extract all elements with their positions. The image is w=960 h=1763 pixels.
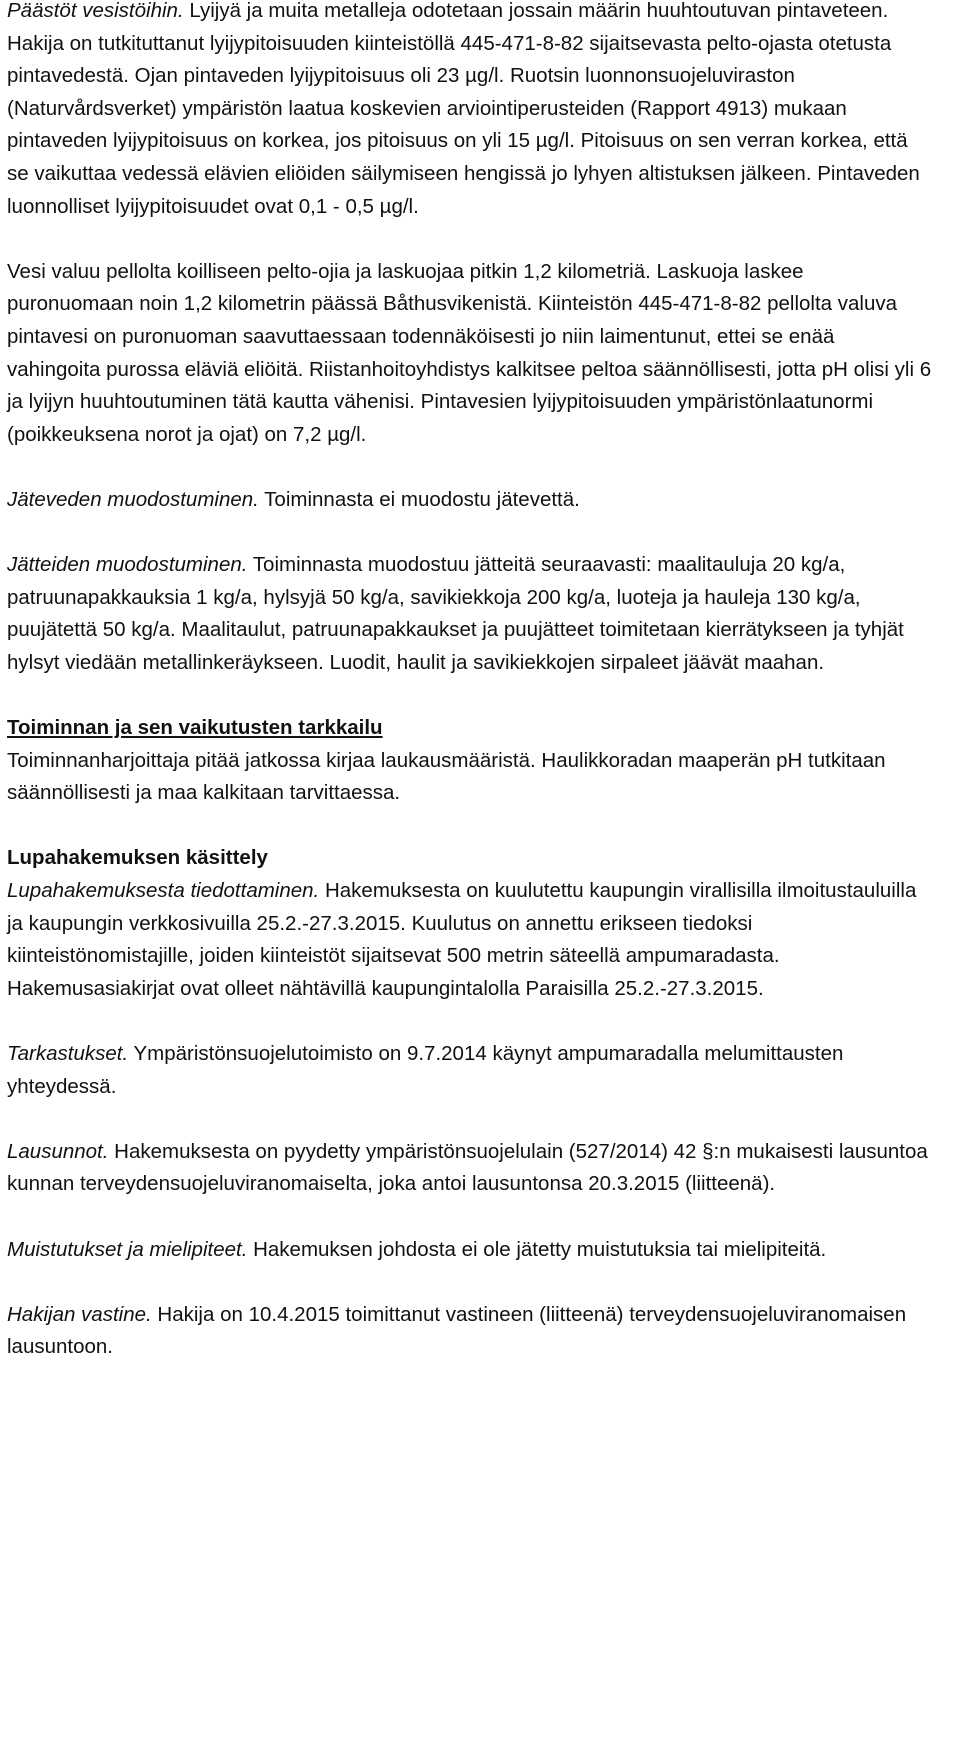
- paragraph-text: Lyijyä ja muita metalleja odotetaan jossain määrin huuhtoutuvan pintaveteen. Hakija on tutkituttanut lyijypitoisuuden kiinteistöllä 445-471-8-82 sijaitsevasta pelto-ojasta otetusta pintavedestä. Ojan pintaveden lyijypitoisuus oli 23 µg/l. Ruotsin luonnonsuojeluviraston (Naturvårdsverket) ympäristön laatua koskevien arviointiperusteiden (Rapport 4913) mukaan pintaveden lyijypitoisuus on korkea, jos pitoisuus on yli 15 µg/l. Pitoisuus on sen verran korkea, että se vaikuttaa vedessä elävien eliöiden säilymiseen hengissä jo lyhyen altistuksen jälkeen. Pintaveden luonnolliset lyijypitoisuudet ovat 0,1 - 0,5 µg/l.: [7, 0, 920, 218]
- paragraph-lausunnot: [7, 1136, 932, 1201]
- paragraph-lead: Hakijan vastine.: [7, 1302, 152, 1326]
- paragraph-lead: Päästöt vesistöihin.: [7, 0, 184, 22]
- paragraph-lead: Muistutukset ja mielipiteet.: [7, 1237, 248, 1261]
- paragraph-lead: Lupahakemuksesta tiedottaminen.: [7, 879, 320, 903]
- paragraph-text: Toiminnasta ei muodostu jätevettä.: [258, 487, 580, 511]
- paragraph-vesi-valuu: [7, 256, 932, 452]
- paragraph-text: Toiminnasta muodostuu jätteitä seuraavasti: maalitauluja 20 kg/a, patruunapakkauksia 1 kg/a, hylsyjä 50 kg/a, savikiekkoja 200 kg/a, luoteja ja hauleja 130 kg/a, puujätettä 50 kg/a. Maalitaulut, patruunapakkaukset ja puujätteet toimitetaan kierrätykseen ja tyhjät hylsyt viedään metallinkeräykseen. Luodit, haulit ja savikiekkojen sirpaleet jäävät maahan.: [7, 553, 904, 674]
- paragraph-text: Vesi valuu pellolta koilliseen pelto-ojia ja laskuojaa pitkin 1,2 kilometriä. Laskuoja laskee puronuomaan noin 1,2 kilometrin päässä Båthusvikenistä. Kiinteistön 445-471-8-82 pellolta valuva pintavesi on puronuoman saavuttaessaan todennäköisesti jo niin laimentunut, ettei se enää vahingoita purossa eläviä eliöitä. Riistanhoitoyhdistys kalkitsee peltoa säännöllisesti, jotta pH olisi yli 6 ja lyijyn huuhtoutuminen tätä kautta vähenisi. Pintavesien lyijypitoisuuden ympäristönlaatunormi (poikkeuksena norot ja ojat) on 7,2 µg/l.: [7, 259, 932, 446]
- section-heading-lupahakemuksen-kasittely: Lupahakemuksen käsittely: [7, 846, 268, 870]
- paragraph-tarkkailu: [7, 745, 932, 810]
- paragraph-jatteiden-muodostuminen: [7, 549, 932, 679]
- paragraph-lead: Lausunnot.: [7, 1139, 109, 1163]
- paragraph-lead: Jäteveden muodostuminen.: [7, 487, 259, 511]
- section-heading-tarkkailu: Toiminnan ja sen vaikutusten tarkkailu: [7, 716, 383, 740]
- paragraph-tarkastukset: [7, 1038, 932, 1103]
- paragraph-text: Toiminnanharjoittaja pitää jatkossa kirjaa laukausmääristä. Haulikkoradan maaperän pH tutkitaan säännöllisesti ja maa kalkitaan tarvittaessa.: [7, 748, 886, 805]
- paragraph-lead: Tarkastukset.: [7, 1042, 129, 1065]
- paragraph-hakijan-vastine: [7, 1299, 932, 1364]
- paragraph-text: Hakemuksesta on kuulutettu kaupungin virallisilla ilmoitustauluilla ja kaupungin verkkosivuilla 25.2.-27.3.2015. Kuulutus on annettu erikseen tiedoksi kiinteistönomistajille, joiden kiinteistöt sijaitsevat 500 metrin säteellä ampumaradasta. Hakemusasiakirjat ovat olleet nähtävillä kaupungintalolla Paraisilla 25.2.-27.3.2015.: [7, 879, 917, 1000]
- paragraph-text: Hakemuksen johdosta ei ole jätetty muistutuksia tai mielipiteitä.: [247, 1237, 827, 1261]
- paragraph-text: Ympäristönsuojelutoimisto on 9.7.2014 käynyt ampumaradalla melumittausten yhteydessä.: [7, 1042, 844, 1098]
- paragraph-lead: Jätteiden muodostuminen.: [7, 553, 248, 577]
- paragraph-text: Hakemuksesta on pyydetty ympäristönsuojelulain (527/2014) 42 §:n mukaisesti lausuntoa kunnan terveydensuojeluviranomaiselta, joka antoi lausuntonsa 20.3.2015 (liitteenä).: [7, 1139, 928, 1196]
- paragraph-jateveden-muodostuminen: [7, 484, 932, 517]
- paragraph-muistutukset: [7, 1234, 932, 1267]
- paragraph-text: Hakija on 10.4.2015 toimittanut vastineen (liitteenä) terveydensuojeluviranomaisen lausuntoon.: [7, 1302, 907, 1359]
- paragraph-paastot-vesistoihin: [7, 0, 932, 223]
- paragraph-tiedottaminen: [7, 875, 932, 1005]
